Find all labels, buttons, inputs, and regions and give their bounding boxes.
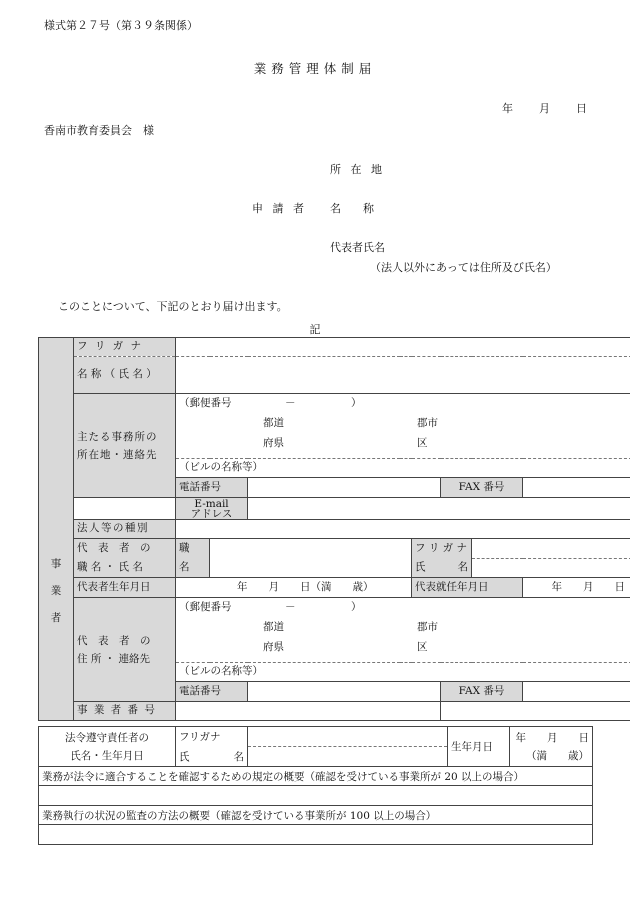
compliance-shi-label: 氏	[179, 750, 190, 763]
page-title: 業務管理体制届	[253, 61, 377, 76]
applicant-label: 申 請 者	[252, 202, 307, 215]
rep-fax-label: FAX 番号	[441, 682, 523, 702]
form-number: 様式第２７号（第３９条関係）	[44, 19, 198, 32]
audit-summary-field[interactable]	[39, 825, 593, 845]
rep-title-label-2: 職 名 ・ 氏 名	[74, 559, 176, 578]
name-field[interactable]	[176, 357, 630, 394]
rep-birth-date-text: 年 月 日（満 歳）	[237, 580, 374, 593]
office-building-field[interactable]	[176, 459, 630, 478]
office-fuken-label: 府県	[263, 437, 284, 449]
rep-shimei-label	[412, 559, 472, 578]
applicant-name-label: 名 称	[330, 202, 374, 215]
biz-number-field[interactable]	[176, 702, 441, 721]
office-label	[74, 394, 176, 498]
office-postal-label: （郵便番号	[179, 397, 232, 409]
applicant-address-label: 所 在 地	[330, 163, 385, 176]
office-postal-dash: －	[285, 397, 296, 409]
rep-birth-field[interactable]	[176, 578, 412, 598]
date-month-label: 月	[539, 102, 550, 115]
rep-postal-dash: －	[285, 601, 296, 613]
rep-mei-label: 名	[457, 560, 468, 573]
compliance-birth-ymd: 年 月 日	[515, 731, 589, 744]
office-postal-close: ）	[351, 397, 362, 409]
compliance-furigana-field[interactable]	[248, 727, 448, 747]
office-gunshi-label: 郡市	[417, 417, 438, 429]
compliance-label	[39, 727, 176, 767]
rep-start-field[interactable]	[523, 578, 630, 598]
date-day-label: 日	[576, 102, 587, 115]
compliance-birth-age: （満 歳）	[526, 749, 589, 762]
rep-birth-label: 代表者生年月日	[74, 578, 176, 598]
rep-gunshi-label: 郡市	[417, 621, 438, 633]
ki-label: 記	[309, 323, 321, 336]
mei-label: 名	[176, 559, 210, 578]
rep-start-label: 代表就任年月日	[412, 578, 523, 598]
office-fax-field[interactable]	[523, 478, 630, 498]
rep-address-label-line2: 住 所 ・ 連絡先	[77, 652, 151, 665]
rep-full-name-field[interactable]	[472, 559, 630, 578]
compliance-name-field[interactable]	[248, 747, 448, 767]
office-phone-field[interactable]	[248, 478, 441, 498]
addressee: 香南市教育委員会 様	[44, 124, 154, 137]
business-char-3: 者	[50, 612, 62, 624]
business-char-1: 事	[50, 558, 62, 570]
rep-shi-label: 氏	[415, 560, 426, 573]
rep-postal-close: ）	[351, 601, 362, 613]
email-label-line1: E-mail	[194, 497, 229, 510]
rule-summary-field[interactable]	[39, 786, 593, 806]
furigana-label: フ リ ガ ナ	[74, 338, 176, 357]
shoku-label: 職	[176, 539, 210, 559]
rep-title-label-1: 代 表 者 の	[74, 539, 176, 559]
compliance-label-line2: 氏名・生年月日	[70, 749, 144, 762]
office-building-label: （ビルの名称等）	[179, 461, 263, 474]
corp-type-field[interactable]	[176, 520, 630, 539]
office-label-line2: 所在地・連絡先	[77, 448, 158, 461]
rep-furigana-field[interactable]	[472, 539, 630, 559]
rep-name-field[interactable]	[210, 559, 412, 578]
audit-summary-label: 業務執行の状況の監査の方法の概要（確認を受けている事業所が 100 以上の場合）	[39, 806, 593, 825]
biz-number-extra[interactable]	[441, 702, 630, 721]
compliance-label-line1: 法令遵守責任者の	[65, 731, 149, 744]
corp-type-label: 法人等の種別	[74, 520, 176, 539]
representative-note: （法人以外にあっては住所及び氏名）	[370, 261, 557, 274]
name-label: 名 称 （ 氏 名 ）	[74, 357, 176, 394]
notification-form-table	[38, 337, 630, 721]
office-todo-label: 都道	[263, 417, 284, 429]
rep-furigana-label: フ リ ガ ナ	[412, 539, 472, 559]
rep-phone-label: 電話番号	[176, 682, 248, 702]
business-operator-cell	[39, 338, 74, 721]
furigana-field[interactable]	[176, 338, 630, 357]
business-char-2: 業	[50, 585, 62, 597]
rep-phone-field[interactable]	[248, 682, 441, 702]
office-label-line1: 主たる事務所の	[77, 430, 158, 443]
compliance-furigana-label: フリガナ	[176, 727, 248, 747]
compliance-table	[38, 726, 593, 845]
representative-name-label: 代表者氏名	[330, 241, 385, 254]
compliance-birth-field[interactable]	[510, 727, 593, 767]
rep-building-field[interactable]	[176, 663, 630, 682]
rep-ku-label: 区	[417, 641, 428, 653]
rule-summary-label: 業務が法令に適合することを確認するための規定の概要（確認を受けている事業所が 20 以上の場合）	[39, 767, 593, 786]
rep-fax-field[interactable]	[523, 682, 630, 702]
office-phone-label: 電話番号	[176, 478, 248, 498]
office-fax-label: FAX 番号	[441, 478, 523, 498]
email-label-line2: アドレス	[190, 507, 233, 520]
rep-building-label: （ビルの名称等）	[179, 665, 263, 678]
biz-number-label: 事 業 者 番 号	[74, 702, 176, 721]
compliance-mei-label: 名	[233, 750, 244, 763]
office-blank-cell	[74, 498, 176, 520]
rep-title-field[interactable]	[210, 539, 412, 559]
office-ku-label: 区	[417, 437, 428, 449]
compliance-shimei-label	[176, 747, 248, 767]
email-label	[176, 498, 248, 520]
office-address-field[interactable]	[176, 394, 630, 459]
rep-address-label-line1: 代 表 者 の	[77, 634, 151, 647]
date-year-label: 年	[502, 102, 513, 115]
rep-start-date-text: 年 月 日	[551, 580, 625, 593]
rep-todo-label: 都道	[263, 621, 284, 633]
rep-fuken-label: 府県	[263, 641, 284, 653]
intro-text: このことについて、下記のとおり届け出ます。	[58, 300, 288, 313]
rep-postal-label: （郵便番号	[179, 601, 232, 613]
email-field[interactable]	[248, 498, 630, 520]
rep-address-field[interactable]	[176, 598, 630, 663]
rep-address-label	[74, 598, 176, 702]
compliance-birth-label: 生年月日	[448, 727, 510, 767]
